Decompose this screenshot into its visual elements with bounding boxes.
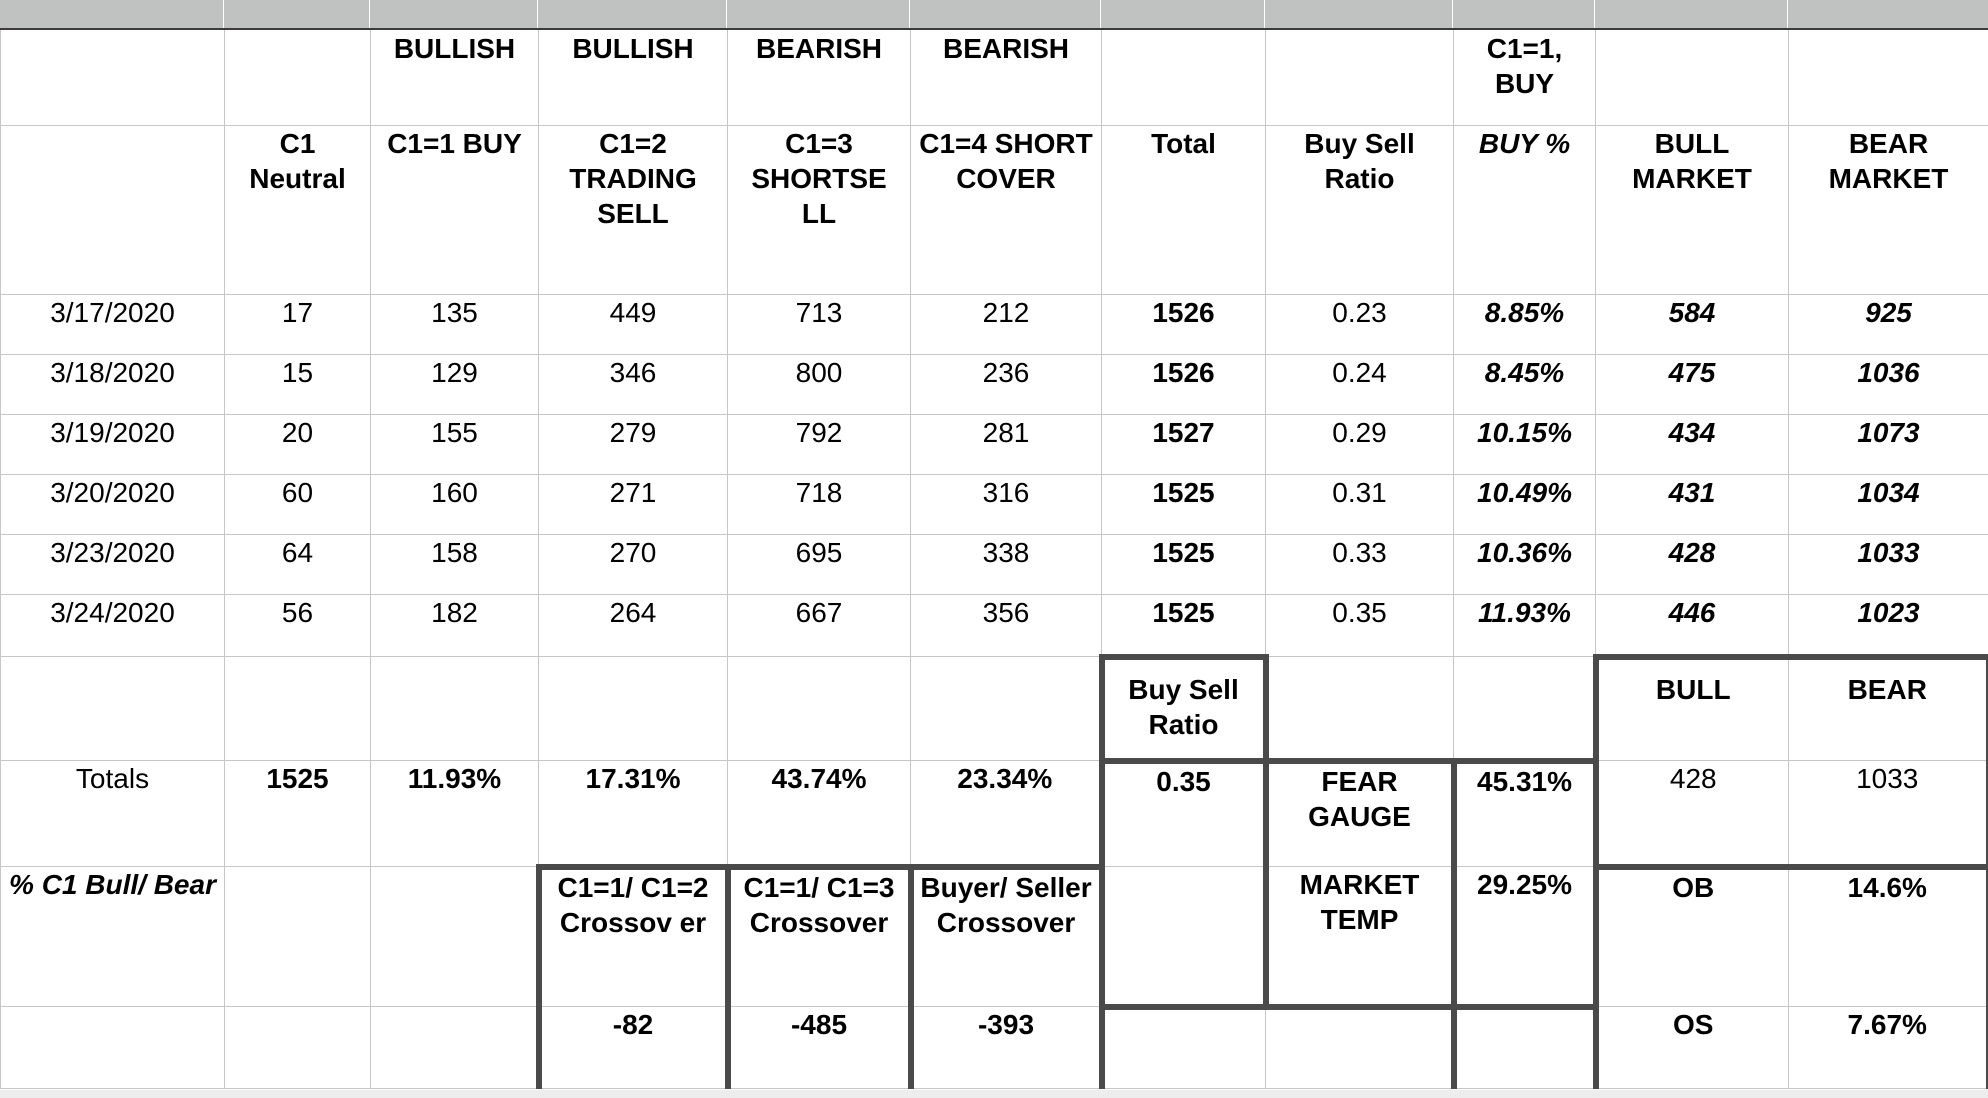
trading-sell-cell[interactable]: 264 — [539, 595, 728, 657]
short-cover-cell[interactable]: 338 — [911, 535, 1102, 595]
buy-pct-cell[interactable]: 10.15% — [1454, 415, 1596, 475]
cell[interactable] — [371, 657, 539, 761]
ob-label[interactable]: OB — [1596, 867, 1789, 1007]
bull-cell[interactable]: 446 — [1596, 595, 1789, 657]
header-bull-market[interactable]: BULL MARKET — [1596, 126, 1789, 295]
shortsell-cell[interactable]: 792 — [728, 415, 911, 475]
date-cell[interactable]: 3/17/2020 — [1, 295, 225, 355]
short-cover-cell[interactable]: 356 — [911, 595, 1102, 657]
table-row — [1, 595, 1988, 657]
bull-cell[interactable]: 428 — [1596, 535, 1789, 595]
totals-shortsell-pct[interactable]: 43.74% — [728, 761, 911, 867]
ratio-cell[interactable]: 0.23 — [1266, 295, 1454, 355]
crossover-3-value[interactable]: -393 — [911, 1007, 1102, 1089]
header-c1-buy[interactable]: C1=1 BUY — [371, 126, 539, 295]
header-c1-neutral[interactable]: C1 Neutral — [225, 126, 371, 295]
cell[interactable] — [728, 657, 911, 761]
fear-gauge-label[interactable]: FEAR GAUGE — [1266, 761, 1454, 867]
shortsell-cell[interactable]: 800 — [728, 355, 911, 415]
date-cell[interactable]: 3/24/2020 — [1, 595, 225, 657]
total-cell[interactable]: 1526 — [1102, 295, 1266, 355]
trading-sell-cell[interactable]: 271 — [539, 475, 728, 535]
buy-cell[interactable]: 155 — [371, 415, 539, 475]
bull-label-cell[interactable]: BULL — [1596, 657, 1789, 761]
cell[interactable] — [1, 31, 225, 126]
bear-cell[interactable]: 1036 — [1789, 355, 1988, 415]
trading-sell-cell[interactable]: 449 — [539, 295, 728, 355]
header-bear-market[interactable]: BEAR MARKET — [1789, 126, 1988, 295]
bull-cell[interactable]: 584 — [1596, 295, 1789, 355]
ob-value[interactable]: 14.6% — [1789, 867, 1988, 1007]
neutral-cell[interactable]: 17 — [225, 295, 371, 355]
cell[interactable] — [911, 657, 1102, 761]
total-cell[interactable]: 1525 — [1102, 595, 1266, 657]
cell[interactable] — [1454, 657, 1596, 761]
bull-value[interactable]: 428 — [1596, 761, 1789, 867]
bull-cell[interactable]: 434 — [1596, 415, 1789, 475]
cell[interactable] — [225, 657, 371, 761]
trading-sell-cell[interactable]: 346 — [539, 355, 728, 415]
date-cell[interactable]: 3/19/2020 — [1, 415, 225, 475]
totals-trading-sell-pct[interactable]: 17.31% — [539, 761, 728, 867]
header-row-2 — [1, 126, 1988, 295]
header-bullish[interactable]: BULLISH — [371, 31, 539, 126]
cell[interactable] — [1102, 1007, 1266, 1089]
header-total[interactable]: Total — [1102, 126, 1266, 295]
summary-label-row — [1, 657, 1988, 761]
header-bearish[interactable]: BEARISH — [728, 31, 911, 126]
buy-cell[interactable]: 158 — [371, 535, 539, 595]
crossover-2-value[interactable]: -485 — [728, 1007, 911, 1089]
table-row — [1, 535, 1988, 595]
date-cell[interactable]: 3/18/2020 — [1, 355, 225, 415]
short-cover-cell[interactable]: 281 — [911, 415, 1102, 475]
sheet-footer-strip — [0, 1090, 1988, 1098]
os-value[interactable]: 7.67% — [1789, 1007, 1988, 1089]
total-cell[interactable]: 1525 — [1102, 535, 1266, 595]
short-cover-cell[interactable]: 212 — [911, 295, 1102, 355]
header-trading-sell[interactable]: C1=2 TRADING SELL — [539, 126, 728, 295]
cell[interactable] — [539, 657, 728, 761]
short-cover-cell[interactable]: 236 — [911, 355, 1102, 415]
bull-cell[interactable]: 431 — [1596, 475, 1789, 535]
totals-label[interactable]: Totals — [1, 761, 225, 867]
cell[interactable] — [1102, 867, 1266, 1007]
cell[interactable] — [1596, 31, 1789, 126]
crossover-label-row — [1, 867, 1988, 1007]
pct-bull-bear-label[interactable]: % C1 Bull/ Bear — [1, 867, 225, 1007]
buy-cell[interactable]: 129 — [371, 355, 539, 415]
total-cell[interactable]: 1527 — [1102, 415, 1266, 475]
trading-sell-cell[interactable]: 270 — [539, 535, 728, 595]
column-header-bar — [0, 0, 1988, 30]
ratio-label-cell[interactable]: Buy Sell Ratio — [1102, 657, 1266, 761]
shortsell-cell[interactable]: 718 — [728, 475, 911, 535]
header-row-1 — [1, 31, 1988, 126]
header-c1-buy[interactable]: C1=1, BUY — [1454, 31, 1596, 126]
bear-cell[interactable]: 1023 — [1789, 595, 1988, 657]
ratio-cell[interactable]: 0.24 — [1266, 355, 1454, 415]
neutral-cell[interactable]: 64 — [225, 535, 371, 595]
crossover-3-label[interactable]: Buyer/ Seller Crossover — [911, 867, 1102, 1007]
ratio-cell[interactable]: 0.33 — [1266, 535, 1454, 595]
cell[interactable] — [225, 1007, 371, 1089]
total-cell[interactable]: 1525 — [1102, 475, 1266, 535]
table-row — [1, 415, 1988, 475]
data-table — [0, 30, 1988, 1089]
cell[interactable] — [1266, 1007, 1454, 1089]
os-label[interactable]: OS — [1596, 1007, 1789, 1089]
crossover-value-row — [1, 1007, 1988, 1089]
bull-cell[interactable]: 475 — [1596, 355, 1789, 415]
totals-short-cover-pct[interactable]: 23.34% — [911, 761, 1102, 867]
cell[interactable] — [1454, 1007, 1596, 1089]
cell[interactable] — [1266, 31, 1454, 126]
header-short-cover[interactable]: C1=4 SHORT COVER — [911, 126, 1102, 295]
market-temp-label[interactable]: MARKET TEMP — [1266, 867, 1454, 1007]
buy-pct-cell[interactable]: 10.36% — [1454, 535, 1596, 595]
spreadsheet-grid — [0, 30, 1988, 1089]
cell[interactable] — [225, 867, 371, 1007]
table-row — [1, 475, 1988, 535]
header-bullish[interactable]: BULLISH — [539, 31, 728, 126]
fear-gauge-value[interactable]: 45.31% — [1454, 761, 1596, 867]
date-cell[interactable]: 3/23/2020 — [1, 535, 225, 595]
header-bearish[interactable]: BEARISH — [911, 31, 1102, 126]
cell[interactable] — [1102, 31, 1266, 126]
neutral-cell[interactable]: 56 — [225, 595, 371, 657]
totals-row — [1, 761, 1988, 867]
crossover-1-value[interactable]: -82 — [539, 1007, 728, 1089]
bear-cell[interactable]: 1033 — [1789, 535, 1988, 595]
cell[interactable] — [371, 1007, 539, 1089]
buy-cell[interactable]: 182 — [371, 595, 539, 657]
short-cover-cell[interactable]: 316 — [911, 475, 1102, 535]
date-cell[interactable]: 3/20/2020 — [1, 475, 225, 535]
header-buy-pct[interactable]: BUY % — [1454, 126, 1596, 295]
buy-cell[interactable]: 135 — [371, 295, 539, 355]
buy-pct-cell[interactable]: 11.93% — [1454, 595, 1596, 657]
buy-pct-cell[interactable]: 8.45% — [1454, 355, 1596, 415]
bear-cell[interactable]: 925 — [1789, 295, 1988, 355]
bear-cell[interactable]: 1034 — [1789, 475, 1988, 535]
trading-sell-cell[interactable]: 279 — [539, 415, 728, 475]
neutral-cell[interactable]: 15 — [225, 355, 371, 415]
cell[interactable] — [1, 126, 225, 295]
ratio-cell[interactable]: 0.35 — [1266, 595, 1454, 657]
table-row — [1, 355, 1988, 415]
header-shortsell[interactable]: C1=3 SHORTSE LL — [728, 126, 911, 295]
neutral-cell[interactable]: 60 — [225, 475, 371, 535]
table-row — [1, 295, 1988, 355]
cell[interactable] — [1, 657, 225, 761]
header-buy-sell-ratio[interactable]: Buy Sell Ratio — [1266, 126, 1454, 295]
crossover-1-label[interactable]: C1=1/ C1=2 Crossov er — [539, 867, 728, 1007]
buy-pct-cell[interactable]: 10.49% — [1454, 475, 1596, 535]
ratio-cell[interactable]: 0.29 — [1266, 415, 1454, 475]
totals-count[interactable]: 1525 — [225, 761, 371, 867]
ratio-cell[interactable]: 0.31 — [1266, 475, 1454, 535]
neutral-cell[interactable]: 20 — [225, 415, 371, 475]
bear-value[interactable]: 1033 — [1789, 761, 1988, 867]
bear-label-cell[interactable]: BEAR — [1789, 657, 1988, 761]
buy-cell[interactable]: 160 — [371, 475, 539, 535]
shortsell-cell[interactable]: 667 — [728, 595, 911, 657]
crossover-2-label[interactable]: C1=1/ C1=3 Crossover — [728, 867, 911, 1007]
totals-buy-pct[interactable]: 11.93% — [371, 761, 539, 867]
totals-ratio-value[interactable]: 0.35 — [1102, 761, 1266, 867]
shortsell-cell[interactable]: 713 — [728, 295, 911, 355]
shortsell-cell[interactable]: 695 — [728, 535, 911, 595]
cell[interactable] — [371, 867, 539, 1007]
cell[interactable] — [225, 31, 371, 126]
total-cell[interactable]: 1526 — [1102, 355, 1266, 415]
buy-pct-cell[interactable]: 8.85% — [1454, 295, 1596, 355]
market-temp-value[interactable]: 29.25% — [1454, 867, 1596, 1007]
cell[interactable] — [1, 1007, 225, 1089]
cell[interactable] — [1266, 657, 1454, 761]
bear-cell[interactable]: 1073 — [1789, 415, 1988, 475]
cell[interactable] — [1789, 31, 1988, 126]
